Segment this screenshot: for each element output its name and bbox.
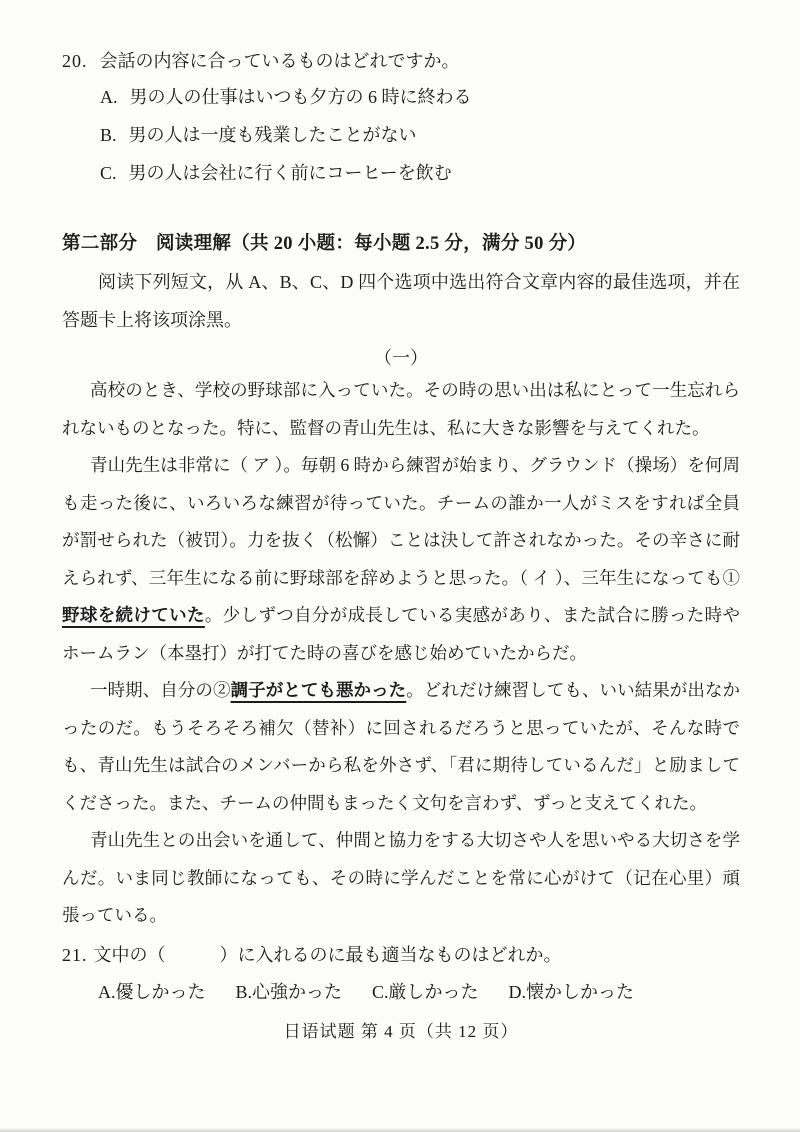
- question-21-options: [98, 974, 740, 1012]
- underlined-phrase: 野球を続けていた: [62, 605, 205, 625]
- option-label: A.: [100, 87, 118, 107]
- option-label: C.: [100, 163, 117, 183]
- section-2-title: 第二部分 阅读理解（共 20 小题：每小题 2.5 分，满分 50 分）: [62, 234, 587, 254]
- option-row: [100, 124, 740, 162]
- passage-text: 。どれだけ練習しても、いい結果が出なかったのだ。もうそろそろ補欠（替补）に回されるだろうと思っていたが、そんな時でも、青山先生は試合のメンバーから私を外さず、「君に期待しているんだ」と励ましてくださった。また、チームの仲間もまったく文句を言わず、ずっと支えてくれた。: [62, 680, 741, 813]
- passage-paragraph: [62, 447, 740, 672]
- option-text: 男の人の仕事はいつも夕方の 6 時に終わる: [129, 87, 472, 107]
- question-20-text: 会話の内容に合っているものはどれですか。: [99, 51, 460, 71]
- option-text: 懐かしかった: [526, 982, 635, 1002]
- option-text: 厳しかった: [388, 982, 479, 1002]
- passage-text: 一時期、自分の②: [90, 680, 231, 700]
- page-footer: 日语试题 第 4 页（共 12 页）: [283, 1021, 519, 1041]
- question-20-options: [62, 86, 740, 200]
- option-label: B.: [100, 125, 117, 145]
- question-21-text: 文中の（ ）に入れるのに最も適当なものはどれか。: [93, 944, 562, 965]
- option-label: D.: [508, 982, 527, 1002]
- option-label: A.: [98, 982, 116, 1002]
- passage-marker: （一）: [374, 348, 428, 368]
- option-row: [100, 86, 740, 124]
- option-row: [236, 974, 343, 1012]
- option-label: B.: [235, 982, 253, 1002]
- option-row: [509, 974, 635, 1012]
- passage-text: 高校のとき、学校の野球部に入っていた。その時の思い出は私にとって一生忘れられないものとなった。特に、監督の青山先生は、私に大きな影響を与えてくれた。: [62, 380, 740, 438]
- option-row: [372, 974, 479, 1012]
- question-20: [62, 50, 740, 72]
- question-21: [62, 937, 740, 975]
- passage-text: 青山先生との出会いを通して、仲間と協力をする大切さや人を思いやる大切さを学んだ。いま同じ教師になっても、その時に学んだことを常に心がけて（记在心里）頑張っている。: [62, 830, 740, 925]
- option-text: 心強かった: [252, 982, 343, 1002]
- option-row: [98, 974, 206, 1012]
- reading-passage: [62, 372, 740, 935]
- section-2-instructions: 阅读下列短文，从 A、B、C、D 四个选项中选出符合文章内容的最佳选项，并在答题卡上将该项涂黑。: [62, 272, 740, 330]
- option-row: [100, 162, 740, 200]
- option-label: C.: [372, 982, 389, 1002]
- underlined-phrase: 調子がとても悪かった: [230, 680, 407, 700]
- passage-paragraph: [62, 672, 740, 822]
- option-text: 男の人は一度も残業したことがない: [128, 125, 417, 145]
- passage-text: 。少しずつ自分が成長している実感があり、また試合に勝った時やホームラン（本塁打）が打てた時の喜びを感じ始めていたからだ。: [62, 605, 740, 663]
- passage-text: 青山先生は非常に（ ア ）。毎朝 6 時から練習が始まり、グラウンド（操场）を何周も走った後に、いろいろな練習が待っていた。チームの誰か一人がミスをすれば全員が罰せられた（被罚）。力を抜く（松懈）ことは決して許されなかった。その辛さに耐えられず、三年生になる前に野球部を辞めようと思った。（ イ ）、三年生になっても①: [62, 455, 740, 588]
- passage-paragraph: [62, 822, 740, 935]
- question-21-number: 21.: [62, 944, 88, 965]
- reading-passage-block: [62, 372, 740, 1044]
- passage-paragraph: [62, 372, 740, 447]
- option-text: 男の人は会社に行く前にコーヒーを飲む: [128, 163, 452, 183]
- option-text: 優しかった: [115, 982, 206, 1002]
- spacer: [88, 50, 100, 72]
- question-20-number: 20.: [62, 51, 88, 71]
